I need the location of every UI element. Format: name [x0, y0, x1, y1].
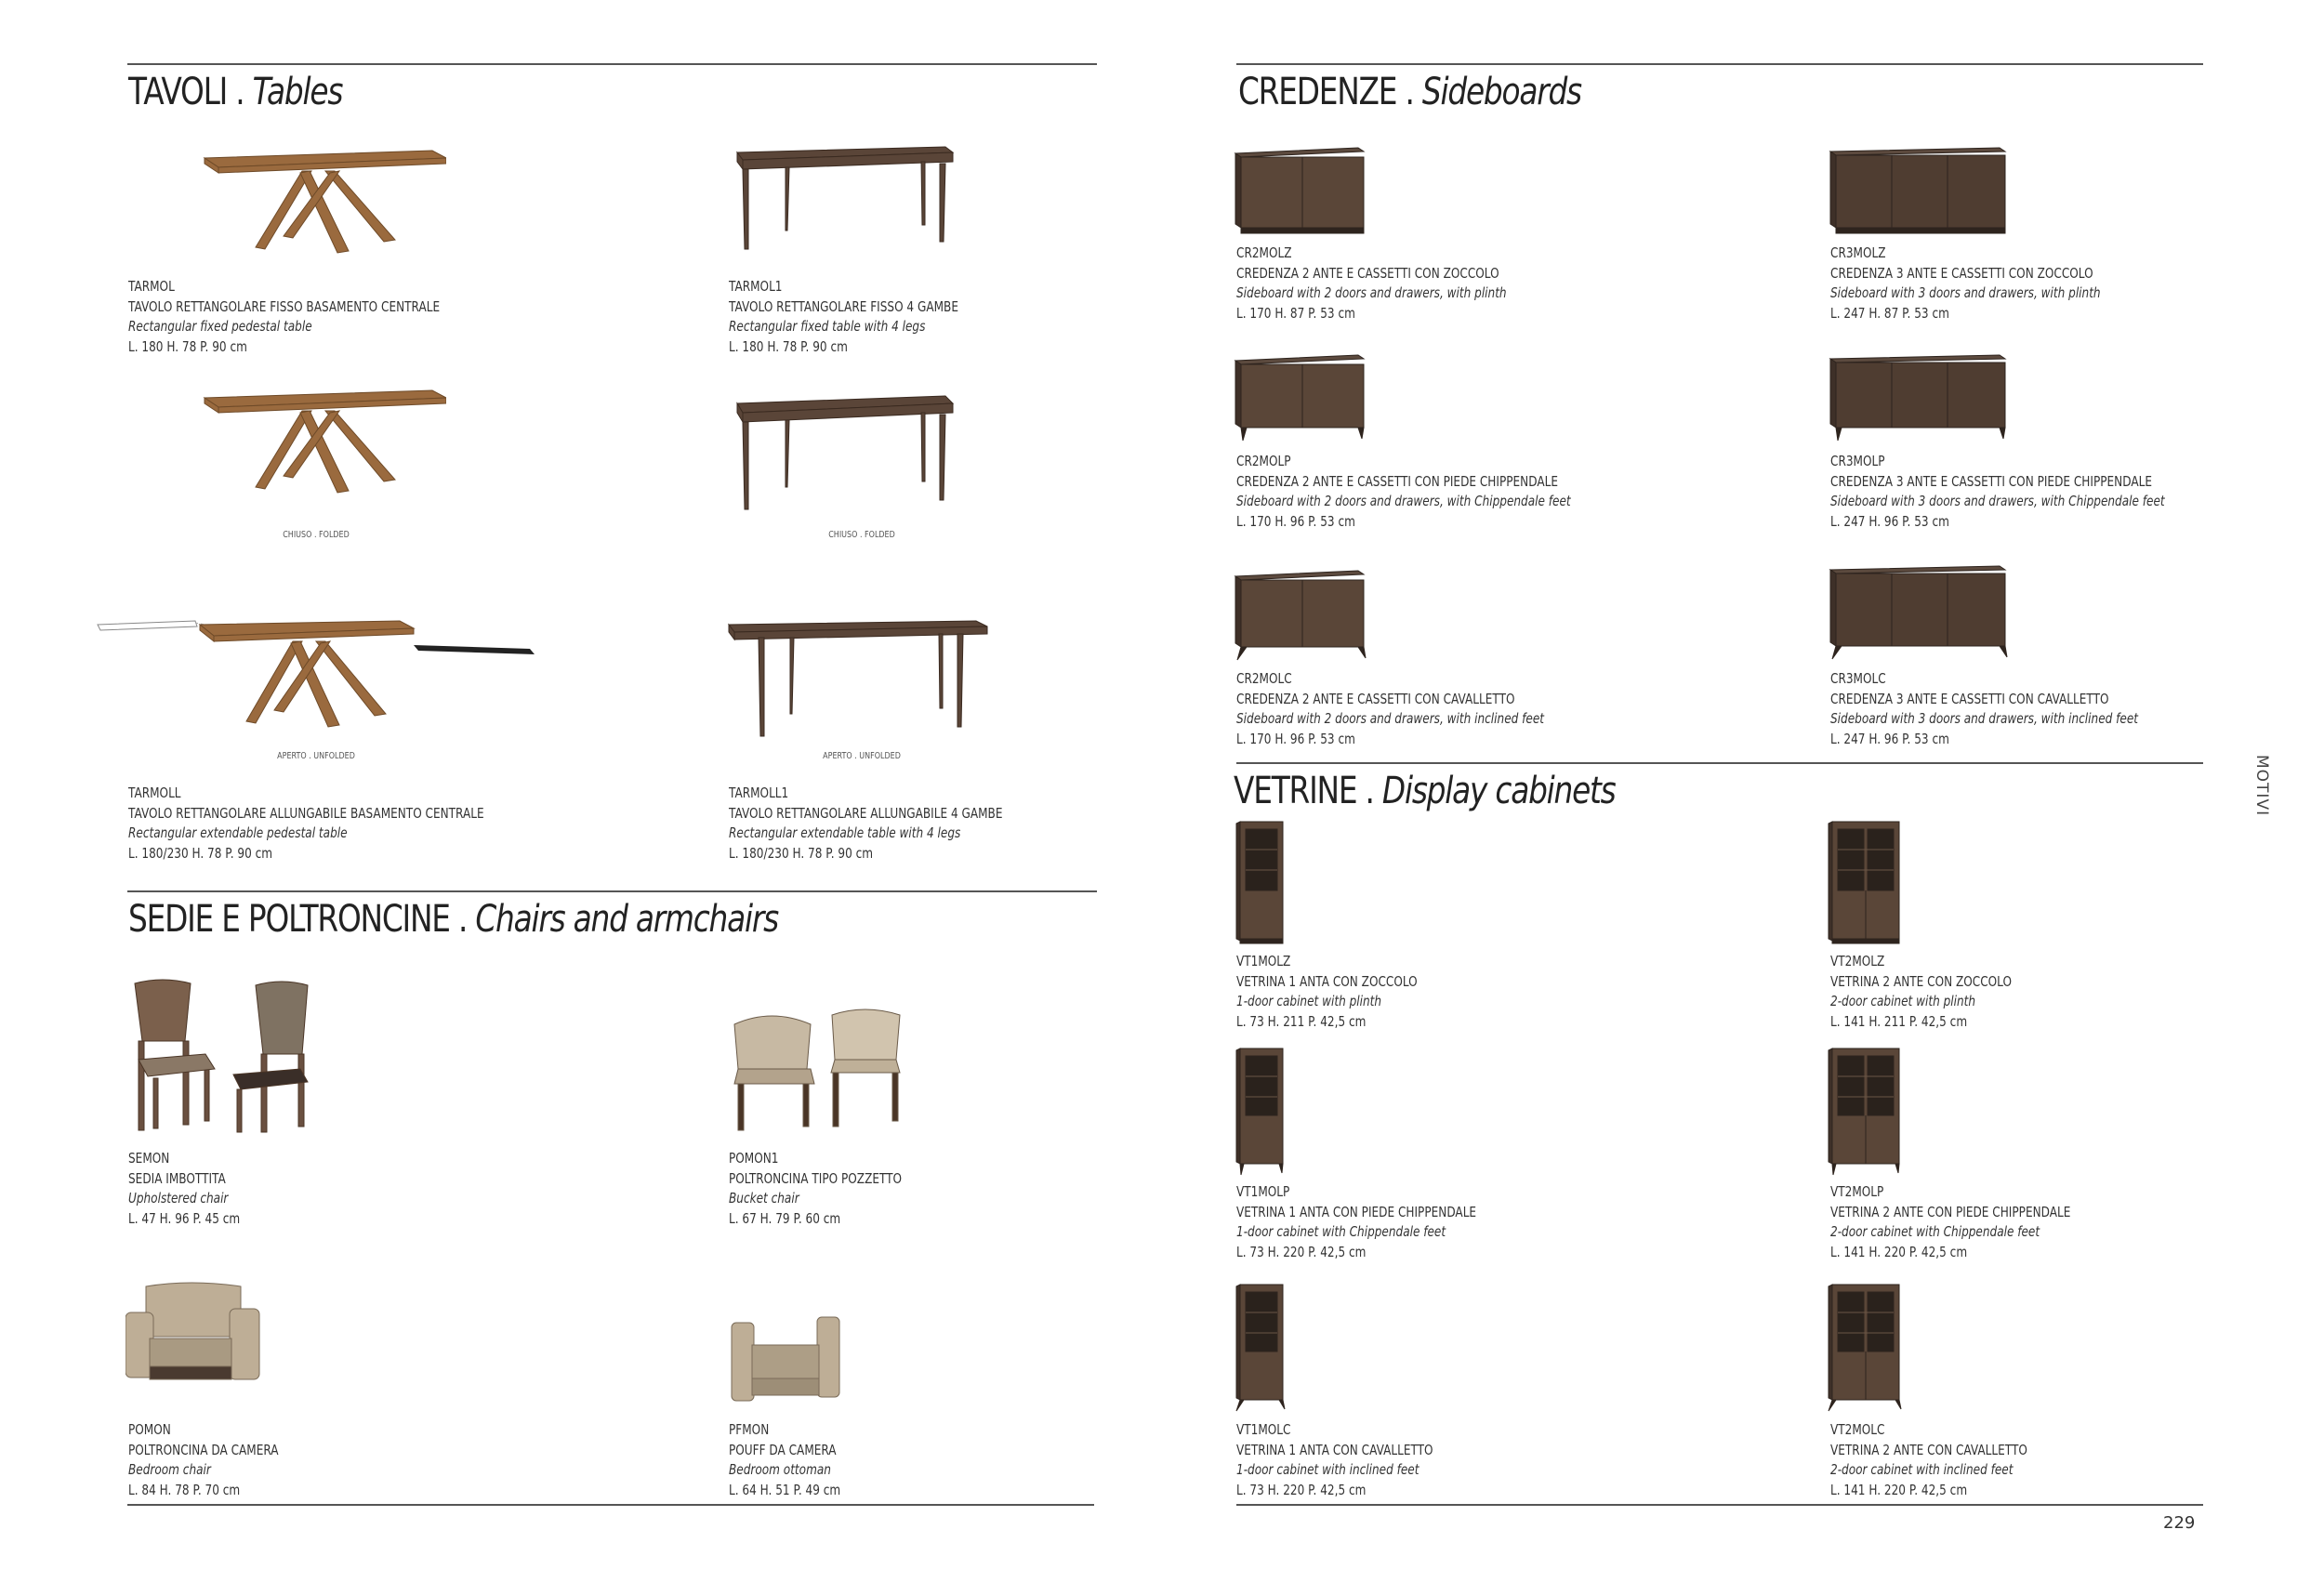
state-unfolded-label-2: APERTO . UNFOLDED — [823, 751, 901, 761]
top-rule-right — [1236, 63, 2203, 65]
caption-pomon: POMON POLTRONCINA DA CAMERA Bedroom chair L. 84 H. 78 P. 70 cm — [128, 1421, 279, 1498]
caption-cr2molp: CR2MOLP CREDENZA 2 ANTE E CASSETTI CON PIEDE CHIPPENDALE Sideboard with 2 doors and drawers, with Chippendale feet L. 170 H. 96 P. 53 cm — [1236, 453, 1571, 530]
chairs-rule — [127, 890, 1097, 892]
caption-cr3molp: CR3MOLP CREDENZA 3 ANTE E CASSETTI CON PIEDE CHIPPENDALE Sideboard with 3 doors and drawers, with Chippendale feet L. 247 H. 96 P. 53 cm — [1830, 453, 2165, 530]
ottoman-pfmon-image — [730, 1313, 841, 1406]
caption-pfmon: PFMON POUFF DA CAMERA Bedroom ottoman L. 64 H. 51 P. 49 cm — [729, 1421, 841, 1498]
caption-tarmoll: TARMOLL TAVOLO RETTANGOLARE ALLUNGABILE BASAMENTO CENTRALE Rectangular extendable pedestal table L. 180/230 H. 78 P. 90 cm — [128, 784, 484, 862]
table-4-legs-image — [730, 139, 962, 260]
caption-vt1molp: VT1MOLP VETRINA 1 ANTA CON PIEDE CHIPPENDALE 1-door cabinet with Chippendale feet L. 73 H. 220 P. 42,5 cm — [1236, 1183, 1477, 1260]
sideboard-cr3molc-image — [1827, 562, 2008, 665]
top-rule-left — [127, 63, 1097, 65]
chair-semon-image — [125, 976, 367, 1134]
collection-side-label: MOTIVI — [2252, 755, 2271, 817]
table-pedestal-unfolded-image — [93, 613, 539, 744]
caption-pomon1: POMON1 POLTRONCINA TIPO POZZETTO Bucket chair L. 67 H. 79 P. 60 cm — [729, 1150, 903, 1227]
sideboard-cr3molp-image — [1827, 351, 2008, 444]
caption-vt2molc: VT2MOLC VETRINA 2 ANTE CON CAVALLETTO 2-door cabinet with inclined feet L. 141 H. 220 P. 42,5 cm — [1830, 1421, 2027, 1498]
sideboard-cr2molp-image — [1232, 351, 1367, 444]
state-folded-label-2: CHIUSO . FOLDED — [828, 530, 895, 540]
cabinet-vt2molp-image — [1827, 1047, 1903, 1177]
table-4-legs-unfolded-image — [725, 613, 995, 744]
caption-cr2molc: CR2MOLC CREDENZA 2 ANTE E CASSETTI CON CAVALLETTO Sideboard with 2 doors and drawers, with inclined feet L. 170 H. 96 P. 53 cm — [1236, 670, 1545, 747]
cabinet-vt2molz-image — [1827, 820, 1903, 945]
page-number: 229 — [2163, 1513, 2196, 1533]
caption-tarmol: TARMOL TAVOLO RETTANGOLARE FISSO BASAMENTO CENTRALE Rectangular fixed pedestal table L. 180 H. 78 P. 90 cm — [128, 278, 441, 355]
state-folded-label-1: CHIUSO . FOLDED — [283, 530, 350, 540]
section-title-sideboards: CREDENZE . Sideboards — [1238, 71, 1581, 113]
cabinets-rule — [1236, 762, 2203, 764]
caption-semon: SEMON SEDIA IMBOTTITA Upholstered chair L. 47 H. 96 P. 45 cm — [128, 1150, 241, 1227]
table-pedestal-folded-image — [191, 370, 446, 500]
caption-cr3molz: CR3MOLZ CREDENZA 3 ANTE E CASSETTI CON ZOCCOLO Sideboard with 3 doors and drawers, with plinth L. 247 H. 87 P. 53 cm — [1830, 244, 2101, 322]
cabinet-vt1molz-image — [1235, 820, 1286, 945]
table-4-legs-folded-image — [730, 389, 962, 519]
table-pedestal-image — [191, 130, 446, 260]
sideboard-cr2molc-image — [1232, 567, 1367, 665]
bottom-rule-left — [127, 1504, 1094, 1506]
cabinet-vt1molp-image — [1235, 1047, 1286, 1177]
caption-cr3molc: CR3MOLC CREDENZA 3 ANTE E CASSETTI CON CAVALLETTO Sideboard with 3 doors and drawers, with inclined feet L. 247 H. 96 P. 53 cm — [1830, 670, 2139, 747]
section-title-tables: TAVOLI . Tables — [128, 71, 343, 113]
caption-vt1molc: VT1MOLC VETRINA 1 ANTA CON CAVALLETTO 1-door cabinet with inclined feet L. 73 H. 220 P. 42,5 cm — [1236, 1421, 1433, 1498]
cabinet-vt2molc-image — [1827, 1283, 1903, 1413]
chair-pomon-image — [125, 1281, 260, 1391]
caption-tarmol1: TARMOL1 TAVOLO RETTANGOLARE FISSO 4 GAMBE Rectangular fixed table with 4 legs L. 180 H. 78 P. 90 cm — [729, 278, 958, 355]
state-unfolded-label-1: APERTO . UNFOLDED — [277, 751, 355, 761]
section-title-cabinets: VETRINE . Display cabinets — [1234, 770, 1616, 812]
cabinet-vt1molc-image — [1235, 1283, 1286, 1413]
caption-cr2molz: CR2MOLZ CREDENZA 2 ANTE E CASSETTI CON ZOCCOLO Sideboard with 2 doors and drawers, with plinth L. 170 H. 87 P. 53 cm — [1236, 244, 1507, 322]
caption-tarmoll1: TARMOLL1 TAVOLO RETTANGOLARE ALLUNGABILE 4 GAMBE Rectangular extendable table with 4 legs L. 180/230 H. 78 P. 90 cm — [729, 784, 1003, 862]
caption-vt2molz: VT2MOLZ VETRINA 2 ANTE CON ZOCCOLO 2-door cabinet with plinth L. 141 H. 211 P. 42,5 cm — [1830, 953, 2012, 1030]
caption-vt1molz: VT1MOLZ VETRINA 1 ANTA CON ZOCCOLO 1-door cabinet with plinth L. 73 H. 211 P. 42,5 cm — [1236, 953, 1418, 1030]
sideboard-cr2molz-image — [1232, 144, 1367, 237]
sideboard-cr3molz-image — [1827, 144, 2008, 237]
bottom-rule-right — [1236, 1504, 2203, 1506]
chair-pomon1-image — [725, 1004, 920, 1134]
caption-vt2molp: VT2MOLP VETRINA 2 ANTE CON PIEDE CHIPPENDALE 2-door cabinet with Chippendale feet L. 141 H. 220 P. 42,5 cm — [1830, 1183, 2071, 1260]
section-title-chairs: SEDIE E POLTRONCINE . Chairs and armchairs — [128, 898, 778, 941]
